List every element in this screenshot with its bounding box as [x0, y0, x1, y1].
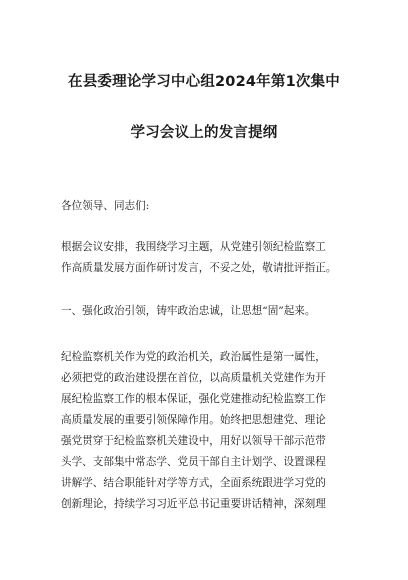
body-line: 纪检监察机关作为党的政治机关，政治属性是第一属性， [61, 351, 326, 363]
body-line: 展纪检监察工作的根本保证，强化党建推动纪检监察工作 [61, 393, 326, 405]
body-line: 必须把党的政治建设摆在首位，以高质量机关党建作为开 [61, 372, 326, 384]
document-title-line-1: 在县委理论学习中心组2024年第1次集中 [68, 74, 340, 90]
body-line: 强党贯穿于纪检监察机关建设中，用好以领导干部示范带 [61, 435, 326, 447]
intro-line: 作高质量发展方面作研讨发言，不妥之处，敬请批评指正。 [61, 262, 337, 274]
section-1-heading: 一、强化政治引领，铸牢政治忠诚，让思想“固”起来。 [61, 305, 316, 317]
body-line: 创新理论，持续学习习近平总书记重要讲话精神，深刻理 [61, 498, 326, 510]
body-line: 头学、支部集中常态学、党员干部自主计划学、设置课程 [61, 456, 326, 468]
document-title-line-2: 学习会议上的发言提纲 [130, 125, 278, 141]
salutation: 各位领导、同志们: [61, 200, 150, 212]
body-line: 高质量发展的重要引领保障作用。始终把思想建党、理论 [61, 414, 326, 426]
intro-line: 根据会议安排，我围绕学习主题，从党建引领纪检监察工 [61, 241, 326, 253]
body-line: 讲解学、结合职能针对学等方式，全面系统跟进学习党的 [61, 477, 326, 489]
